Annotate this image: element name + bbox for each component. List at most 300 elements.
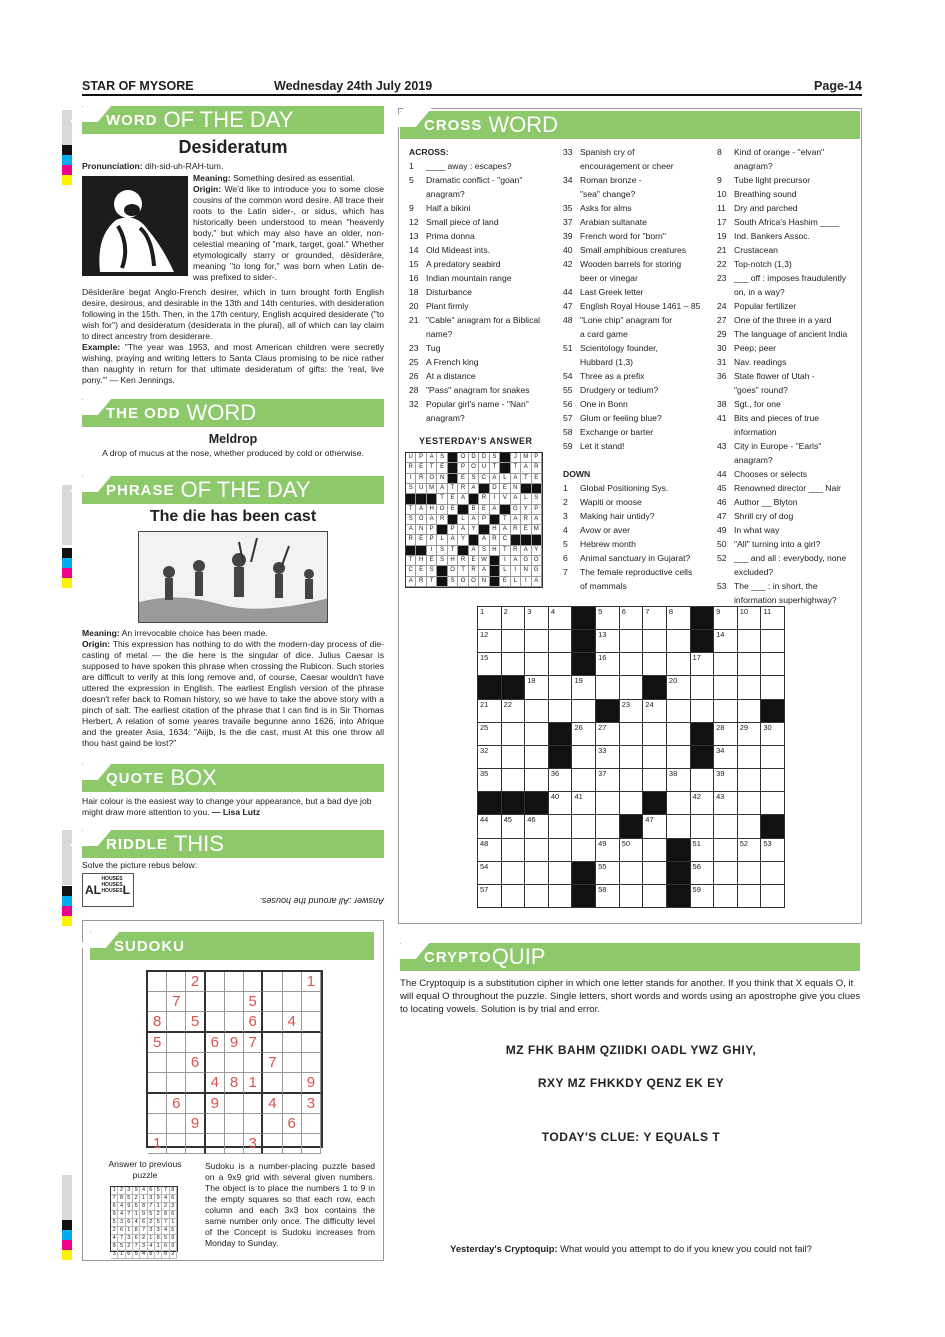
yesterday-cell: A [511,515,521,525]
clue-row [717,201,862,215]
clue-number: 13 [409,231,419,241]
clue-text: Kind of orange - "elvan" [734,147,825,157]
clue-text: Plant firmly [426,301,469,311]
yesterday-cell: L [458,515,468,525]
sudoku-prev-cell: 6 [162,1243,169,1251]
clue-number: 36 [717,371,727,381]
yesterday-cell: A [469,515,479,525]
crossword-cell: 2 [502,607,526,630]
clue-number: 51 [563,343,573,353]
crossword-cell [572,769,596,792]
yesterday-cell: E [416,566,426,576]
margin-bar [62,830,72,885]
yesterday-block [490,556,500,566]
wotd-meaning-origin: Meaning: Something desired as essential. Origin: We'd like to introduce you to some close cousins of the common word desire. All trace their roots to the Latin sider-, or sidus, which has historically been understood to mean "heavenly body," but which may also have an older, non-celestial meaning of "mark, target, goal." Whether etymologically starry or grounded, dēsīderāre, meaning "to long for," was born when Latin de- was prefixed to sider-. [193,173,385,282]
header-large: OF THE DAY [180,477,311,502]
sudoku-cell [302,1134,321,1154]
sudoku-prev-cell: 7 [111,1195,118,1203]
clue-text: Prima donna [426,231,475,241]
crossword-grid [477,606,785,908]
clue-text: ___ off : imposes fraudulently [734,273,847,283]
clue-row [563,481,713,495]
yesterday-cell: P [532,453,542,463]
clue-text: Popular fertilizer [734,301,797,311]
clue-text: Tug [426,343,441,353]
across-label: ACROSS: [409,147,449,157]
clue-number: 1 [563,483,568,493]
clue-number: 55 [563,385,573,395]
clue-text: Small amphibious creatures [580,245,687,255]
sudoku-previous-answer [110,1186,178,1257]
clue-text: Shrill cry of dog [734,511,794,521]
header-large: THIS [173,831,224,856]
yesterday-cell: A [521,546,531,556]
crossword-cell: 25 [478,723,502,746]
sudoku-cell [225,1053,244,1073]
clue-text: Top-notch (1,3) [734,259,792,269]
yesterday-cell: Y [521,505,531,515]
sudoku-cell [148,992,167,1012]
yesterday-cell: L [437,535,447,545]
clue-number [563,159,580,173]
yesterday-cell: P [416,453,426,463]
rebus-right: L [122,883,130,897]
sudoku-prev-cell: 5 [155,1219,162,1227]
crossword-cell: 58 [596,885,620,908]
clue-number: 35 [563,203,573,213]
clue-row [563,299,713,313]
crossword-block [525,792,549,815]
yesterday-cell: R [406,463,416,473]
clue-number: 44 [563,287,573,297]
crossword-cell [525,769,549,792]
sudoku-cell [263,1114,282,1134]
yesterday-cell: R [416,474,426,484]
clue-text: French word for "born" [580,231,666,241]
crossword-cell: 50 [620,839,644,862]
clue-number: 58 [563,427,573,437]
sudoku-prev-cell: 4 [118,1203,125,1211]
yesterday-block [437,566,447,576]
yesterday-cell: O [458,453,468,463]
clue-row [563,565,713,579]
clue-number: 31 [717,357,727,367]
crossword-block [502,676,526,699]
sudoku-prev-cell: 7 [162,1219,169,1227]
yesterday-cell: T [511,463,521,473]
clue-number: 25 [409,357,419,367]
header-small: CRYPTO [424,948,492,966]
clue-number: 2 [563,497,568,507]
clue-text: "sea" change? [580,189,636,199]
sudoku-prev-cell: 4 [148,1243,155,1251]
yesterday-block [479,484,489,494]
clue-row [409,411,559,425]
clue-text: on, in a way? [734,287,785,297]
sudoku-prev-cell: 6 [111,1203,118,1211]
clue-text: City in Europe - "Earls" anagram? [734,441,822,465]
clue-row [409,229,559,243]
yesterday-cell: E [500,484,510,494]
crossword-cell: 22 [502,700,526,723]
sudoku-prev-cell: 5 [118,1243,125,1251]
clue-number: 37 [563,217,573,227]
crossword-cell: 51 [691,839,715,862]
rebus-image [82,873,134,907]
clue-text: Roman bronze - [580,175,642,185]
sudoku-cell [302,1053,321,1073]
crossword-cell [549,700,573,723]
yesterday-cell: A [511,494,521,504]
yesterday-cell: E [479,505,489,515]
crossword-cell: 33 [596,746,620,769]
sudoku-prev-cell: 5 [133,1251,140,1259]
clue-row [563,551,713,565]
crossword-cell [549,839,573,862]
header-small: WORD [106,111,158,129]
yesterday-cell: S [406,515,416,525]
crossword-cell [620,862,644,885]
clue-text: Sgt., for one [734,399,781,409]
clue-number: 20 [409,301,419,311]
clue-number: 11 [717,203,726,213]
clue-row [563,215,713,229]
clue-text: Exchange or barter [580,427,654,437]
crossword-block [667,862,691,885]
crossword-cell [525,723,549,746]
sudoku-prev-cell: 2 [140,1235,147,1243]
sudoku-prev-cell: 5 [170,1227,177,1235]
clue-number: 14 [409,245,419,255]
clue-row [563,327,713,341]
clue-row [717,243,862,257]
clue-number: 52 [717,553,727,563]
crossword-cell [572,746,596,769]
yesterday-cell: C [406,566,416,576]
sudoku-prev-cell: 3 [126,1235,133,1243]
clue-number: 28 [409,385,419,395]
yesterday-cell: E [469,556,479,566]
yesterday-cell: T [500,515,510,525]
header-large: OF THE DAY [163,107,294,132]
sudoku-cell [225,1012,244,1033]
yesterday-cell: A [406,525,416,535]
clue-number: 39 [563,231,573,241]
sudoku-prev-cell: 7 [162,1187,169,1195]
crossword-cell [502,885,526,908]
clue-text: Tube light precursor [734,175,811,185]
yesterday-cell: P [427,535,437,545]
clue-row [717,299,862,313]
sudoku-cell [283,1134,302,1154]
sudoku-prev-cell: 8 [111,1243,118,1251]
clue-number: 23 [409,343,419,353]
sudoku-prev-cell: 1 [118,1251,125,1259]
yesterday-cell: Y [458,535,468,545]
crossword-block [691,630,715,653]
sudoku-prev-cell: 9 [140,1211,147,1219]
crossword-cell [596,815,620,838]
crossword-cell [738,885,762,908]
yesterday-block [437,577,447,587]
yesterday-cell: S [427,566,437,576]
clue-row [563,369,713,383]
yesterday-cell: R [479,494,489,504]
cryptoquip-intro: The Cryptoquip is a substitution cipher in which one letter stands for another. If you think that X equals O, it will equal O throughout the puzzle. Single letters, short words and words using an apostrophe give you clues to locating vowels. Solution is by trial and error. [400,978,861,1015]
yesterday-block [437,525,447,535]
yesterday-cell: U [416,484,426,494]
crossword-cell: 34 [714,746,738,769]
crossword-cell [643,746,667,769]
yesterday-block [490,515,500,525]
clue-text: of mammals [580,581,627,591]
clue-row [717,551,862,565]
crossword-cell [643,862,667,885]
clue-row [717,327,862,341]
cryptoquip-yesterday: Yesterday's Cryptoquip: What would you attempt to do if you knew you could not fail? [450,1243,812,1254]
crossword-block [572,607,596,630]
riddle-answer: Answer :All around the houses. [259,896,384,906]
clue-number: 10 [717,189,727,199]
clue-text: Wooden barrels for storing [580,259,682,269]
sudoku-cell [244,1053,263,1073]
sudoku-prev-cell: 1 [155,1203,162,1211]
clue-number: 33 [563,147,573,157]
crossword-cell: 40 [549,792,573,815]
header-small: THE ODD [106,404,181,422]
clue-number: 40 [563,245,573,255]
crossword-cell [738,792,762,815]
yesterday-cell: U [406,453,416,463]
crossword-cell [667,700,691,723]
clue-number: 53 [717,581,727,591]
clue-text: Disturbance [426,287,472,297]
clue-row [563,159,713,173]
potd-body: Meaning: An irrevocable choice has been made. Origin: This expression has nothing to do with the modern-day process of die-casting of metal — the die here is the singular of dice. Julius Caesar is supposed to have spoken this phrase when crossing the Rubicon. Such stories are difficult to verify at this long remove and, of course, Caesar wouldn't have uttered the expression in English. The earliest English version of the phrase doesn't refer back to Roman history, so we have to take the above story with a pinch of salt. The earliest citation of the phrase that I can find is in Sir Thomas Herbert, A relation of some yeares travaile begunne anno 1626, into Afrique and the greater Asia, 1634: "Aiijb, Is the die cast, must At this one throw all thou hast gaind be lost?" [82,628,384,748]
clue-text: "Pass" anagram for snakes [426,385,530,395]
sudoku-cell [206,992,225,1012]
crossword-cell [714,653,738,676]
sudoku-cell [186,1033,205,1053]
sudoku-cell [148,972,167,992]
sudoku-cell [225,972,244,992]
sudoku-prev-cell: 1 [126,1227,133,1235]
yesterday-cell: T [437,494,447,504]
yesterday-cell: T [406,505,416,515]
clue-text: The ___ : in short, the [734,581,818,591]
clue-text: Dry and parched [734,203,798,213]
yesterday-cell: A [427,453,437,463]
clue-text: "All" turning into a girl? [734,539,821,549]
crossword-cell [738,630,762,653]
clue-number: 5 [409,175,414,185]
sudoku-cell: 1 [302,972,321,992]
clue-row [409,257,559,271]
sudoku-cell: 7 [244,1033,263,1053]
crossword-cell: 29 [738,723,762,746]
yesterday-cell: H [427,505,437,515]
clue-number [717,159,734,173]
yesterday-block [521,484,531,494]
crossword-cell: 53 [761,839,785,862]
sudoku-prev-cell: 5 [133,1203,140,1211]
clue-row [409,159,559,173]
yesterday-cell: S [469,474,479,484]
clue-text: Old Mideast ints. [426,245,490,255]
yesterday-cell: O [416,515,426,525]
sudoku-prev-cell: 7 [126,1211,133,1219]
sudoku-prev-cell: 6 [118,1227,125,1235]
yesterday-cell: N [437,474,447,484]
yesterday-cell: I [406,474,416,484]
clue-number: 49 [717,525,727,535]
sudoku-cell: 6 [167,1094,186,1114]
crossword-cell [525,885,549,908]
clue-row [563,145,713,159]
across-clues-col2 [563,145,713,593]
clue-number: 30 [717,343,727,353]
crossword-cell [738,746,762,769]
yesterday-block [511,535,521,545]
clue-row [717,509,862,523]
yesterday-cell: P [448,525,458,535]
crossword-cell [714,676,738,699]
clue-number: 18 [409,287,419,297]
sudoku-cell [225,1114,244,1134]
sudoku-cell [186,1094,205,1114]
clue-row [717,369,862,383]
crossword-cell [549,885,573,908]
crossword-cell [502,746,526,769]
sudoku-cell: 3 [302,1094,321,1114]
down-label: DOWN [563,469,591,479]
sudoku-cell [186,1073,205,1094]
crossword-cell: 16 [596,653,620,676]
crossword-cell [620,676,644,699]
crossword-cell [525,630,549,653]
clue-number [563,187,580,201]
sudoku-cell: 8 [225,1073,244,1094]
sudoku-prev-cell: 8 [140,1203,147,1211]
clue-text: Three as a prefix [580,371,645,381]
crossword-cell: 21 [478,700,502,723]
header-small: SUDOKU [114,937,186,955]
sudoku-prev-cell: 6 [170,1211,177,1219]
clue-text: Asks for alms [580,203,632,213]
crossword-cell [738,653,762,676]
clue-row [409,271,559,285]
clue-text: At a distance [426,371,476,381]
clue-text: Small piece of land [426,217,499,227]
clue-number: 9 [717,175,722,185]
clue-number [717,425,734,439]
crossword-cell [502,653,526,676]
registration-marks [62,145,72,185]
sudoku-prev-cell: 8 [148,1251,155,1259]
yesterday-cell: L [511,577,521,587]
clue-number: 1 [409,161,414,171]
yesterday-cell: S [437,556,447,566]
sudoku-prev-cell: 5 [155,1187,162,1195]
yesterday-block [532,484,542,494]
clue-text: Hubbard (1,3) [580,357,634,367]
crossword-cell [643,769,667,792]
yesterday-cell: L [500,474,510,484]
sudoku-cell [302,992,321,1012]
crossword-cell [572,815,596,838]
clue-row [717,341,862,355]
yesterday-cell: L [521,494,531,504]
yesterday-cell: H [416,556,426,566]
sudoku-prev-cell: 1 [148,1235,155,1243]
yesterday-cell: T [490,463,500,473]
clue-text: Spanish cry of [580,147,635,157]
crossword-cell [761,630,785,653]
yesterday-block [532,535,542,545]
yesterday-cell: N [416,525,426,535]
crossword-cell [738,815,762,838]
yesterday-cell: G [532,566,542,576]
phrase-of-the-day-header [82,476,384,504]
yesterday-block [490,577,500,587]
clue-text: "Cable" anagram for a Biblical [426,315,541,325]
crossword-cell: 49 [596,839,620,862]
crossword-cell: 39 [714,769,738,792]
clue-text: Bits and pieces of true [734,413,820,423]
clue-number: 19 [717,231,727,241]
crossword-cell [714,700,738,723]
sudoku-prev-cell: 9 [170,1235,177,1243]
cryptoquip-line1: MZ FHK BAHM QZIIDKI OADL YWZ GHIY, [505,1043,757,1057]
clue-text: The female reproductive cells [580,567,693,577]
sudoku-prev-cell: 2 [133,1195,140,1203]
sudoku-cell [206,1134,225,1154]
yesterday-cell: D [479,453,489,463]
yesterday-cell: S [437,546,447,556]
crossword-cell: 42 [691,792,715,815]
crossword-cell: 24 [643,700,667,723]
page-number: Page-14 [814,79,862,93]
yesterday-cell: A [511,474,521,484]
crossword-cell: 17 [691,653,715,676]
clue-row [563,285,713,299]
yesterday-cell: T [448,546,458,556]
clue-text: Scientology founder, [580,343,658,353]
clue-number: 46 [717,497,727,507]
yesterday-block [458,546,468,556]
crossword-cell [714,815,738,838]
crossword-cell: 15 [478,653,502,676]
yesterday-cell: I [500,556,510,566]
crossword-cell [691,769,715,792]
header-large: WORD [488,112,558,137]
sudoku-cell [302,1033,321,1053]
crossword-cell [525,700,549,723]
yesterday-cell: E [521,525,531,535]
clue-number: 4 [563,525,568,535]
margin-bar [62,1175,72,1220]
masthead [82,78,862,96]
yesterday-block [469,535,479,545]
crossword-cell [525,746,549,769]
sudoku-prev-cell: 8 [162,1211,169,1219]
crossword-cell: 32 [478,746,502,769]
sudoku-cell [186,1134,205,1154]
clue-text: Peep; peer [734,343,777,353]
yesterday-cell: J [511,453,521,463]
clue-text: Wapiti or moose [580,497,642,507]
yesterday-block [500,453,510,463]
